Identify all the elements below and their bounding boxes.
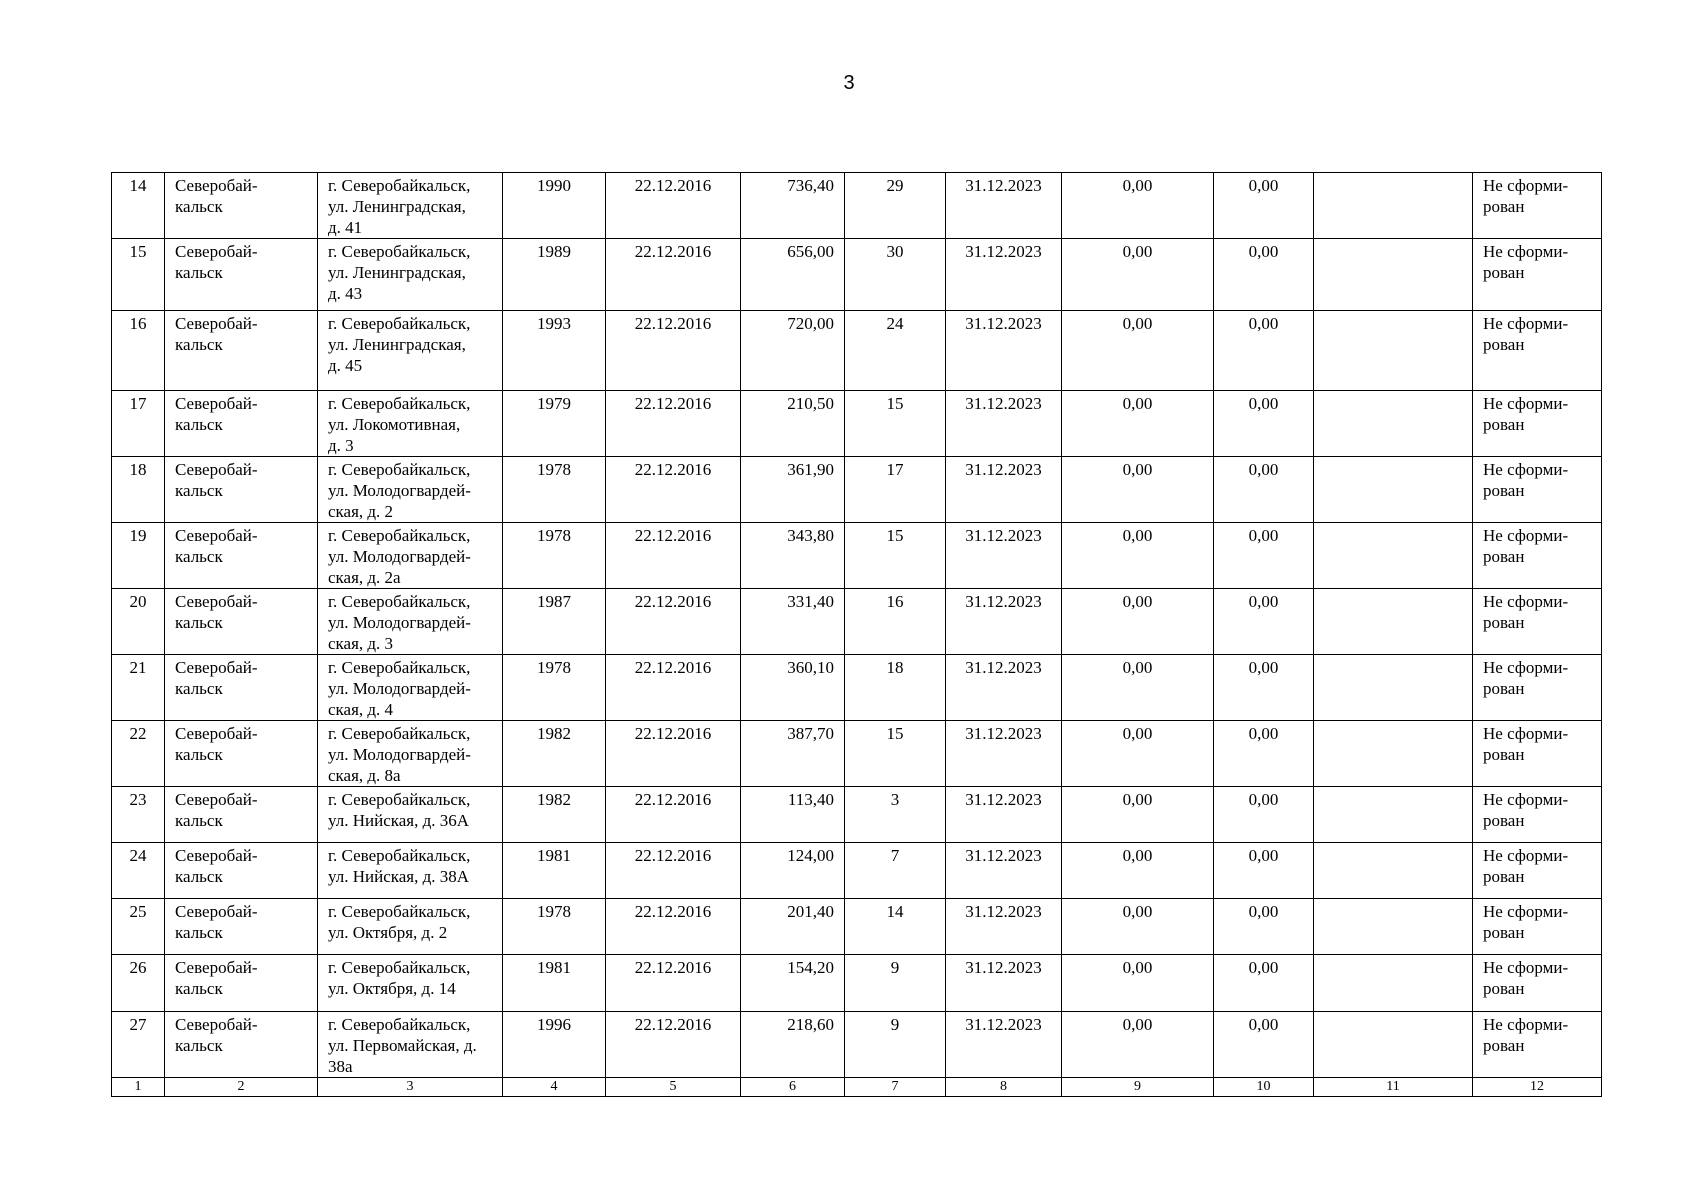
cell-settlement-line: кальск [175, 745, 223, 764]
cell-settlement-line: Северобай- [175, 242, 258, 261]
cell-status [1473, 899, 1602, 955]
cell-status [1473, 173, 1602, 239]
cell-address-line: ул. Молодогвардей- [328, 613, 471, 632]
cell-address [318, 457, 503, 523]
cell-col11 [1314, 239, 1473, 311]
cell-end-date: 31.12.2023 [946, 655, 1062, 721]
column-number-cell: 5 [606, 1078, 741, 1097]
cell-date: 22.12.2016 [606, 721, 741, 787]
cell-col11 [1314, 955, 1473, 1012]
cell-settlement-line: Северобай- [175, 460, 258, 479]
cell-status-line: рован [1483, 679, 1525, 698]
cell-year: 1978 [503, 655, 606, 721]
cell-settlement-line: Северобай- [175, 958, 258, 977]
cell-year: 1987 [503, 589, 606, 655]
cell-col10: 0,00 [1214, 721, 1314, 787]
cell-area: 218,60 [741, 1012, 845, 1078]
cell-date: 22.12.2016 [606, 1012, 741, 1078]
cell-settlement-line: Северобай- [175, 176, 258, 195]
cell-date: 22.12.2016 [606, 391, 741, 457]
cell-end-date: 31.12.2023 [946, 843, 1062, 899]
cell-col9: 0,00 [1062, 1012, 1214, 1078]
cell-status-line: рован [1483, 745, 1525, 764]
cell-col10: 0,00 [1214, 173, 1314, 239]
cell-settlement-line: Северобай- [175, 846, 258, 865]
cell-residents: 18 [845, 655, 946, 721]
cell-end-date: 31.12.2023 [946, 311, 1062, 391]
cell-residents: 14 [845, 899, 946, 955]
cell-area: 113,40 [741, 787, 845, 843]
cell-number: 27 [112, 1012, 165, 1078]
cell-residents: 15 [845, 721, 946, 787]
cell-status-line: рован [1483, 1036, 1525, 1055]
cell-area: 331,40 [741, 589, 845, 655]
cell-col11 [1314, 787, 1473, 843]
cell-end-date: 31.12.2023 [946, 523, 1062, 589]
cell-col9: 0,00 [1062, 457, 1214, 523]
cell-area: 736,40 [741, 173, 845, 239]
cell-end-date: 31.12.2023 [946, 1012, 1062, 1078]
cell-settlement [165, 173, 318, 239]
cell-status [1473, 391, 1602, 457]
cell-end-date: 31.12.2023 [946, 787, 1062, 843]
cell-col10: 0,00 [1214, 1012, 1314, 1078]
cell-year: 1996 [503, 1012, 606, 1078]
cell-status [1473, 239, 1602, 311]
cell-area: 387,70 [741, 721, 845, 787]
cell-status [1473, 1012, 1602, 1078]
cell-address-line: г. Северобайкальск, [328, 526, 471, 545]
cell-year: 1990 [503, 173, 606, 239]
cell-col9: 0,00 [1062, 589, 1214, 655]
cell-date: 22.12.2016 [606, 843, 741, 899]
cell-year: 1981 [503, 843, 606, 899]
cell-residents: 15 [845, 523, 946, 589]
cell-area: 360,10 [741, 655, 845, 721]
cell-year: 1978 [503, 457, 606, 523]
cell-address-line: ская, д. 4 [328, 700, 394, 719]
cell-address [318, 655, 503, 721]
table-row [112, 655, 1602, 721]
cell-address-line: г. Северобайкальск, [328, 790, 471, 809]
column-number-cell: 1 [112, 1078, 165, 1097]
cell-residents: 7 [845, 843, 946, 899]
cell-settlement-line: Северобай- [175, 790, 258, 809]
cell-number: 18 [112, 457, 165, 523]
cell-settlement [165, 655, 318, 721]
cell-status [1473, 843, 1602, 899]
cell-status [1473, 523, 1602, 589]
cell-date: 22.12.2016 [606, 311, 741, 391]
cell-col10: 0,00 [1214, 955, 1314, 1012]
cell-address-line: ул. Молодогвардей- [328, 547, 471, 566]
cell-settlement-line: Северобай- [175, 592, 258, 611]
cell-settlement [165, 457, 318, 523]
cell-number: 22 [112, 721, 165, 787]
cell-col11 [1314, 655, 1473, 721]
cell-residents: 9 [845, 955, 946, 1012]
cell-residents: 30 [845, 239, 946, 311]
cell-settlement-line: кальск [175, 679, 223, 698]
cell-address-line: ская, д. 3 [328, 634, 394, 653]
cell-col11 [1314, 523, 1473, 589]
cell-number: 15 [112, 239, 165, 311]
cell-status-line: рован [1483, 613, 1525, 632]
cell-col9: 0,00 [1062, 311, 1214, 391]
cell-date: 22.12.2016 [606, 173, 741, 239]
cell-address-line: ул. Ленинградская, [328, 263, 466, 282]
cell-end-date: 31.12.2023 [946, 589, 1062, 655]
cell-status-line: Не сформи- [1483, 242, 1569, 261]
cell-address-line: г. Северобайкальск, [328, 658, 471, 677]
cell-end-date: 31.12.2023 [946, 457, 1062, 523]
cell-date: 22.12.2016 [606, 523, 741, 589]
cell-settlement-line: кальск [175, 923, 223, 942]
cell-settlement-line: Северобай- [175, 1015, 258, 1034]
cell-col10: 0,00 [1214, 843, 1314, 899]
cell-date: 22.12.2016 [606, 239, 741, 311]
cell-settlement-line: кальск [175, 335, 223, 354]
column-number-cell: 10 [1214, 1078, 1314, 1097]
cell-year: 1993 [503, 311, 606, 391]
cell-number: 14 [112, 173, 165, 239]
cell-date: 22.12.2016 [606, 955, 741, 1012]
cell-address-line: г. Северобайкальск, [328, 314, 471, 333]
cell-col11 [1314, 311, 1473, 391]
page-number: 3 [843, 72, 855, 94]
cell-status-line: рован [1483, 547, 1525, 566]
cell-status-line: Не сформи- [1483, 958, 1569, 977]
cell-status [1473, 457, 1602, 523]
cell-area: 720,00 [741, 311, 845, 391]
cell-address-line: д. 45 [328, 356, 363, 375]
cell-status-line: Не сформи- [1483, 314, 1569, 333]
cell-col9: 0,00 [1062, 239, 1214, 311]
cell-status-line: Не сформи- [1483, 526, 1569, 545]
cell-number: 21 [112, 655, 165, 721]
cell-address [318, 955, 503, 1012]
cell-residents: 17 [845, 457, 946, 523]
cell-status-line: рован [1483, 197, 1525, 216]
cell-area: 361,90 [741, 457, 845, 523]
cell-col11 [1314, 173, 1473, 239]
cell-date: 22.12.2016 [606, 787, 741, 843]
cell-address [318, 391, 503, 457]
cell-address [318, 1012, 503, 1078]
cell-settlement-line: Северобай- [175, 902, 258, 921]
cell-end-date: 31.12.2023 [946, 391, 1062, 457]
column-number-cell: 9 [1062, 1078, 1214, 1097]
cell-settlement [165, 589, 318, 655]
cell-end-date: 31.12.2023 [946, 721, 1062, 787]
cell-address-line: г. Северобайкальск, [328, 724, 471, 743]
table-body [112, 173, 1602, 1097]
cell-settlement [165, 391, 318, 457]
cell-area: 154,20 [741, 955, 845, 1012]
cell-year: 1989 [503, 239, 606, 311]
cell-settlement [165, 843, 318, 899]
cell-col11 [1314, 457, 1473, 523]
cell-col9: 0,00 [1062, 655, 1214, 721]
cell-year: 1981 [503, 955, 606, 1012]
cell-address-line: ул. Ленинградская, [328, 335, 466, 354]
cell-number: 25 [112, 899, 165, 955]
cell-address [318, 721, 503, 787]
cell-end-date: 31.12.2023 [946, 239, 1062, 311]
cell-address-line: ская, д. 8а [328, 766, 401, 785]
housing-registry-table [111, 172, 1602, 1097]
cell-year: 1979 [503, 391, 606, 457]
cell-area: 210,50 [741, 391, 845, 457]
table-row [112, 311, 1602, 391]
column-number-cell: 7 [845, 1078, 946, 1097]
cell-settlement [165, 787, 318, 843]
cell-number: 24 [112, 843, 165, 899]
cell-status-line: Не сформи- [1483, 846, 1569, 865]
column-number-cell: 3 [318, 1078, 503, 1097]
cell-settlement [165, 311, 318, 391]
cell-col10: 0,00 [1214, 787, 1314, 843]
cell-status-line: Не сформи- [1483, 394, 1569, 413]
cell-year: 1978 [503, 523, 606, 589]
cell-residents: 16 [845, 589, 946, 655]
cell-address-line: ул. Октября, д. 14 [328, 979, 456, 998]
cell-settlement-line: Северобай- [175, 724, 258, 743]
cell-status-line: рован [1483, 867, 1525, 886]
cell-area: 343,80 [741, 523, 845, 589]
cell-address-line: ул. Молодогвардей- [328, 679, 471, 698]
cell-date: 22.12.2016 [606, 655, 741, 721]
column-number-cell: 8 [946, 1078, 1062, 1097]
cell-number: 20 [112, 589, 165, 655]
cell-col11 [1314, 721, 1473, 787]
cell-address-line: ул. Октября, д. 2 [328, 923, 448, 942]
cell-residents: 24 [845, 311, 946, 391]
cell-col9: 0,00 [1062, 173, 1214, 239]
cell-settlement-line: Северобай- [175, 658, 258, 677]
cell-status-line: рован [1483, 811, 1525, 830]
table-row [112, 457, 1602, 523]
cell-settlement-line: кальск [175, 481, 223, 500]
cell-settlement-line: Северобай- [175, 314, 258, 333]
cell-status [1473, 721, 1602, 787]
cell-address-line: ул. Нийская, д. 38А [328, 867, 470, 886]
cell-settlement-line: кальск [175, 197, 223, 216]
column-number-cell: 2 [165, 1078, 318, 1097]
column-number-cell: 12 [1473, 1078, 1602, 1097]
cell-settlement-line: кальск [175, 1036, 223, 1055]
cell-date: 22.12.2016 [606, 457, 741, 523]
cell-status-line: рован [1483, 979, 1525, 998]
cell-address-line: г. Северобайкальск, [328, 958, 471, 977]
cell-address [318, 899, 503, 955]
cell-area: 656,00 [741, 239, 845, 311]
cell-address-line: г. Северобайкальск, [328, 460, 471, 479]
cell-end-date: 31.12.2023 [946, 899, 1062, 955]
cell-status-line: Не сформи- [1483, 592, 1569, 611]
cell-address-line: г. Северобайкальск, [328, 902, 471, 921]
table-row [112, 843, 1602, 899]
cell-settlement [165, 523, 318, 589]
cell-col9: 0,00 [1062, 955, 1214, 1012]
cell-col9: 0,00 [1062, 721, 1214, 787]
cell-address-line: г. Северобайкальск, [328, 592, 471, 611]
cell-address-line: ул. Молодогвардей- [328, 745, 471, 764]
cell-status-line: Не сформи- [1483, 176, 1569, 195]
cell-number: 19 [112, 523, 165, 589]
cell-settlement-line: кальск [175, 811, 223, 830]
cell-settlement-line: Северобай- [175, 394, 258, 413]
cell-date: 22.12.2016 [606, 589, 741, 655]
cell-settlement-line: кальск [175, 979, 223, 998]
cell-address [318, 589, 503, 655]
cell-address-line: ул. Локомотивная, [328, 415, 461, 434]
cell-col11 [1314, 899, 1473, 955]
cell-address [318, 523, 503, 589]
cell-address-line: г. Северобайкальск, [328, 1015, 471, 1034]
cell-address [318, 787, 503, 843]
cell-address-line: г. Северобайкальск, [328, 242, 471, 261]
cell-col10: 0,00 [1214, 655, 1314, 721]
cell-residents: 29 [845, 173, 946, 239]
cell-status-line: рован [1483, 335, 1525, 354]
cell-address [318, 843, 503, 899]
cell-year: 1982 [503, 787, 606, 843]
cell-address-line: ул. Нийская, д. 36А [328, 811, 470, 830]
cell-address-line: г. Северобайкальск, [328, 176, 471, 195]
cell-col10: 0,00 [1214, 899, 1314, 955]
cell-status-line: Не сформи- [1483, 790, 1569, 809]
cell-status-line: Не сформи- [1483, 460, 1569, 479]
cell-settlement-line: кальск [175, 867, 223, 886]
table-row [112, 899, 1602, 955]
cell-settlement [165, 899, 318, 955]
cell-col9: 0,00 [1062, 787, 1214, 843]
cell-col11 [1314, 843, 1473, 899]
table-row [112, 589, 1602, 655]
cell-year: 1978 [503, 899, 606, 955]
cell-address-line: ул. Ленинградская, [328, 197, 466, 216]
table-row [112, 173, 1602, 239]
table-row [112, 391, 1602, 457]
cell-address-line: г. Северобайкальск, [328, 394, 471, 413]
cell-col10: 0,00 [1214, 311, 1314, 391]
cell-col11 [1314, 1012, 1473, 1078]
column-number-cell: 4 [503, 1078, 606, 1097]
cell-address-line: д. 43 [328, 284, 363, 303]
cell-col10: 0,00 [1214, 239, 1314, 311]
cell-col9: 0,00 [1062, 523, 1214, 589]
cell-settlement-line: кальск [175, 263, 223, 282]
cell-status-line: рован [1483, 415, 1525, 434]
cell-status-line: рован [1483, 923, 1525, 942]
table-row [112, 955, 1602, 1012]
column-number-cell: 11 [1314, 1078, 1473, 1097]
cell-number: 23 [112, 787, 165, 843]
cell-col9: 0,00 [1062, 843, 1214, 899]
cell-status-line: Не сформи- [1483, 724, 1569, 743]
cell-address-line: ская, д. 2 [328, 502, 394, 521]
cell-address-line: ул. Первомайская, д. [328, 1036, 477, 1055]
cell-col10: 0,00 [1214, 523, 1314, 589]
cell-status-line: Не сформи- [1483, 1015, 1569, 1034]
cell-status-line: рован [1483, 263, 1525, 282]
cell-settlement-line: кальск [175, 613, 223, 632]
cell-area: 201,40 [741, 899, 845, 955]
table-row [112, 1012, 1602, 1078]
cell-status-line: рован [1483, 481, 1525, 500]
table-row [112, 523, 1602, 589]
cell-status [1473, 655, 1602, 721]
cell-residents: 3 [845, 787, 946, 843]
cell-status [1473, 589, 1602, 655]
cell-settlement [165, 955, 318, 1012]
cell-status [1473, 955, 1602, 1012]
cell-col11 [1314, 589, 1473, 655]
cell-col9: 0,00 [1062, 391, 1214, 457]
cell-status-line: Не сформи- [1483, 902, 1569, 921]
cell-settlement-line: кальск [175, 547, 223, 566]
cell-address-line: д. 41 [328, 218, 363, 237]
cell-settlement-line: Северобай- [175, 526, 258, 545]
cell-col10: 0,00 [1214, 457, 1314, 523]
cell-settlement-line: кальск [175, 415, 223, 434]
cell-settlement [165, 721, 318, 787]
cell-status [1473, 787, 1602, 843]
cell-residents: 9 [845, 1012, 946, 1078]
cell-status-line: Не сформи- [1483, 658, 1569, 677]
cell-address [318, 239, 503, 311]
cell-address-line: д. 3 [328, 436, 354, 455]
cell-year: 1982 [503, 721, 606, 787]
cell-address-line: ул. Молодогвардей- [328, 481, 471, 500]
cell-address-line: 38а [328, 1057, 353, 1076]
cell-date: 22.12.2016 [606, 899, 741, 955]
cell-status [1473, 311, 1602, 391]
table-row [112, 721, 1602, 787]
cell-number: 17 [112, 391, 165, 457]
cell-end-date: 31.12.2023 [946, 173, 1062, 239]
cell-residents: 15 [845, 391, 946, 457]
cell-settlement [165, 1012, 318, 1078]
cell-end-date: 31.12.2023 [946, 955, 1062, 1012]
table-row [112, 787, 1602, 843]
column-number-cell: 6 [741, 1078, 845, 1097]
cell-number: 16 [112, 311, 165, 391]
cell-number: 26 [112, 955, 165, 1012]
cell-settlement [165, 239, 318, 311]
cell-area: 124,00 [741, 843, 845, 899]
cell-address [318, 173, 503, 239]
column-number-row [112, 1078, 1602, 1097]
cell-col10: 0,00 [1214, 391, 1314, 457]
cell-address-line: ская, д. 2а [328, 568, 401, 587]
table-row [112, 239, 1602, 311]
cell-address [318, 311, 503, 391]
cell-col9: 0,00 [1062, 899, 1214, 955]
cell-col10: 0,00 [1214, 589, 1314, 655]
cell-address-line: г. Северобайкальск, [328, 846, 471, 865]
cell-col11 [1314, 391, 1473, 457]
